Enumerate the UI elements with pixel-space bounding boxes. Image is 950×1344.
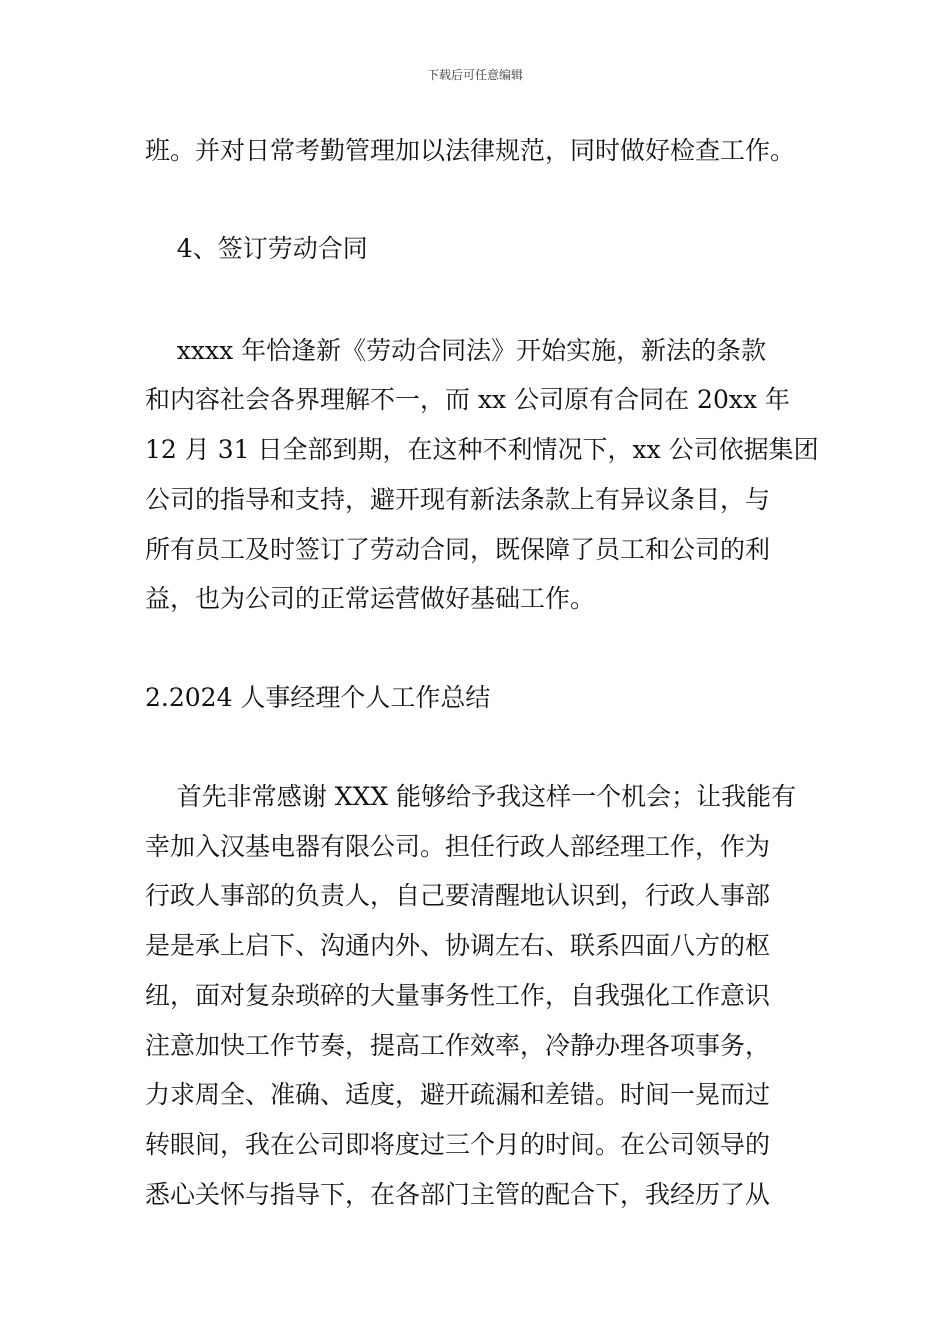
text-line: xxxx 年恰逢新《劳动合同法》开始实施，新法的条款 (145, 336, 767, 365)
text-line: 悉心关怀与指导下，在各部门主管的配合下，我经历了从 (145, 1180, 771, 1209)
section-heading: 4、签订劳动合同 (145, 234, 368, 263)
text-line: 注意加快工作节奏，提高工作效率，冷静办理各项事务， (145, 1031, 771, 1060)
text-line: 和内容社会各界理解不一，而 xx 公司原有合同在 20xx 年 (145, 385, 790, 414)
text-line: 首先非常感谢 XXX 能够给予我这样一个机会；让我能有 (145, 782, 797, 811)
section-heading: 2.2024 人事经理个人工作总结 (145, 683, 491, 712)
text-line: 所有员工及时签订了劳动合同，既保障了员工和公司的利 (145, 535, 771, 564)
text-line: 纽，面对复杂琐碎的大量事务性工作，自我强化工作意识 (145, 981, 771, 1010)
text-line: 行政人事部的负责人，自己要清醒地认识到，行政人事部 (145, 881, 771, 910)
text-line: 力求周全、准确、适度，避开疏漏和差错。时间一晃而过 (145, 1080, 771, 1109)
text-line: 班。并对日常考勤管理加以法律规范，同时做好检查工作。 (145, 136, 796, 165)
text-line: 幸加入汉基电器有限公司。担任行政人部经理工作，作为 (145, 832, 771, 861)
text-line: 公司的指导和支持，避开现有新法条款上有异议条目，与 (145, 485, 771, 514)
page-header: 下载后可任意编辑 (426, 68, 523, 82)
text-line: 益，也为公司的正常运营做好基础工作。 (145, 584, 596, 613)
text-line: 12 月 31 日全部到期，在这种不利情况下，xx 公司依据集团 (145, 435, 819, 464)
text-line: 转眼间，我在公司即将度过三个月的时间。在公司领导的 (145, 1130, 771, 1159)
text-line: 是是承上启下、沟通内外、协调左右、联系四面八方的枢 (145, 931, 771, 960)
